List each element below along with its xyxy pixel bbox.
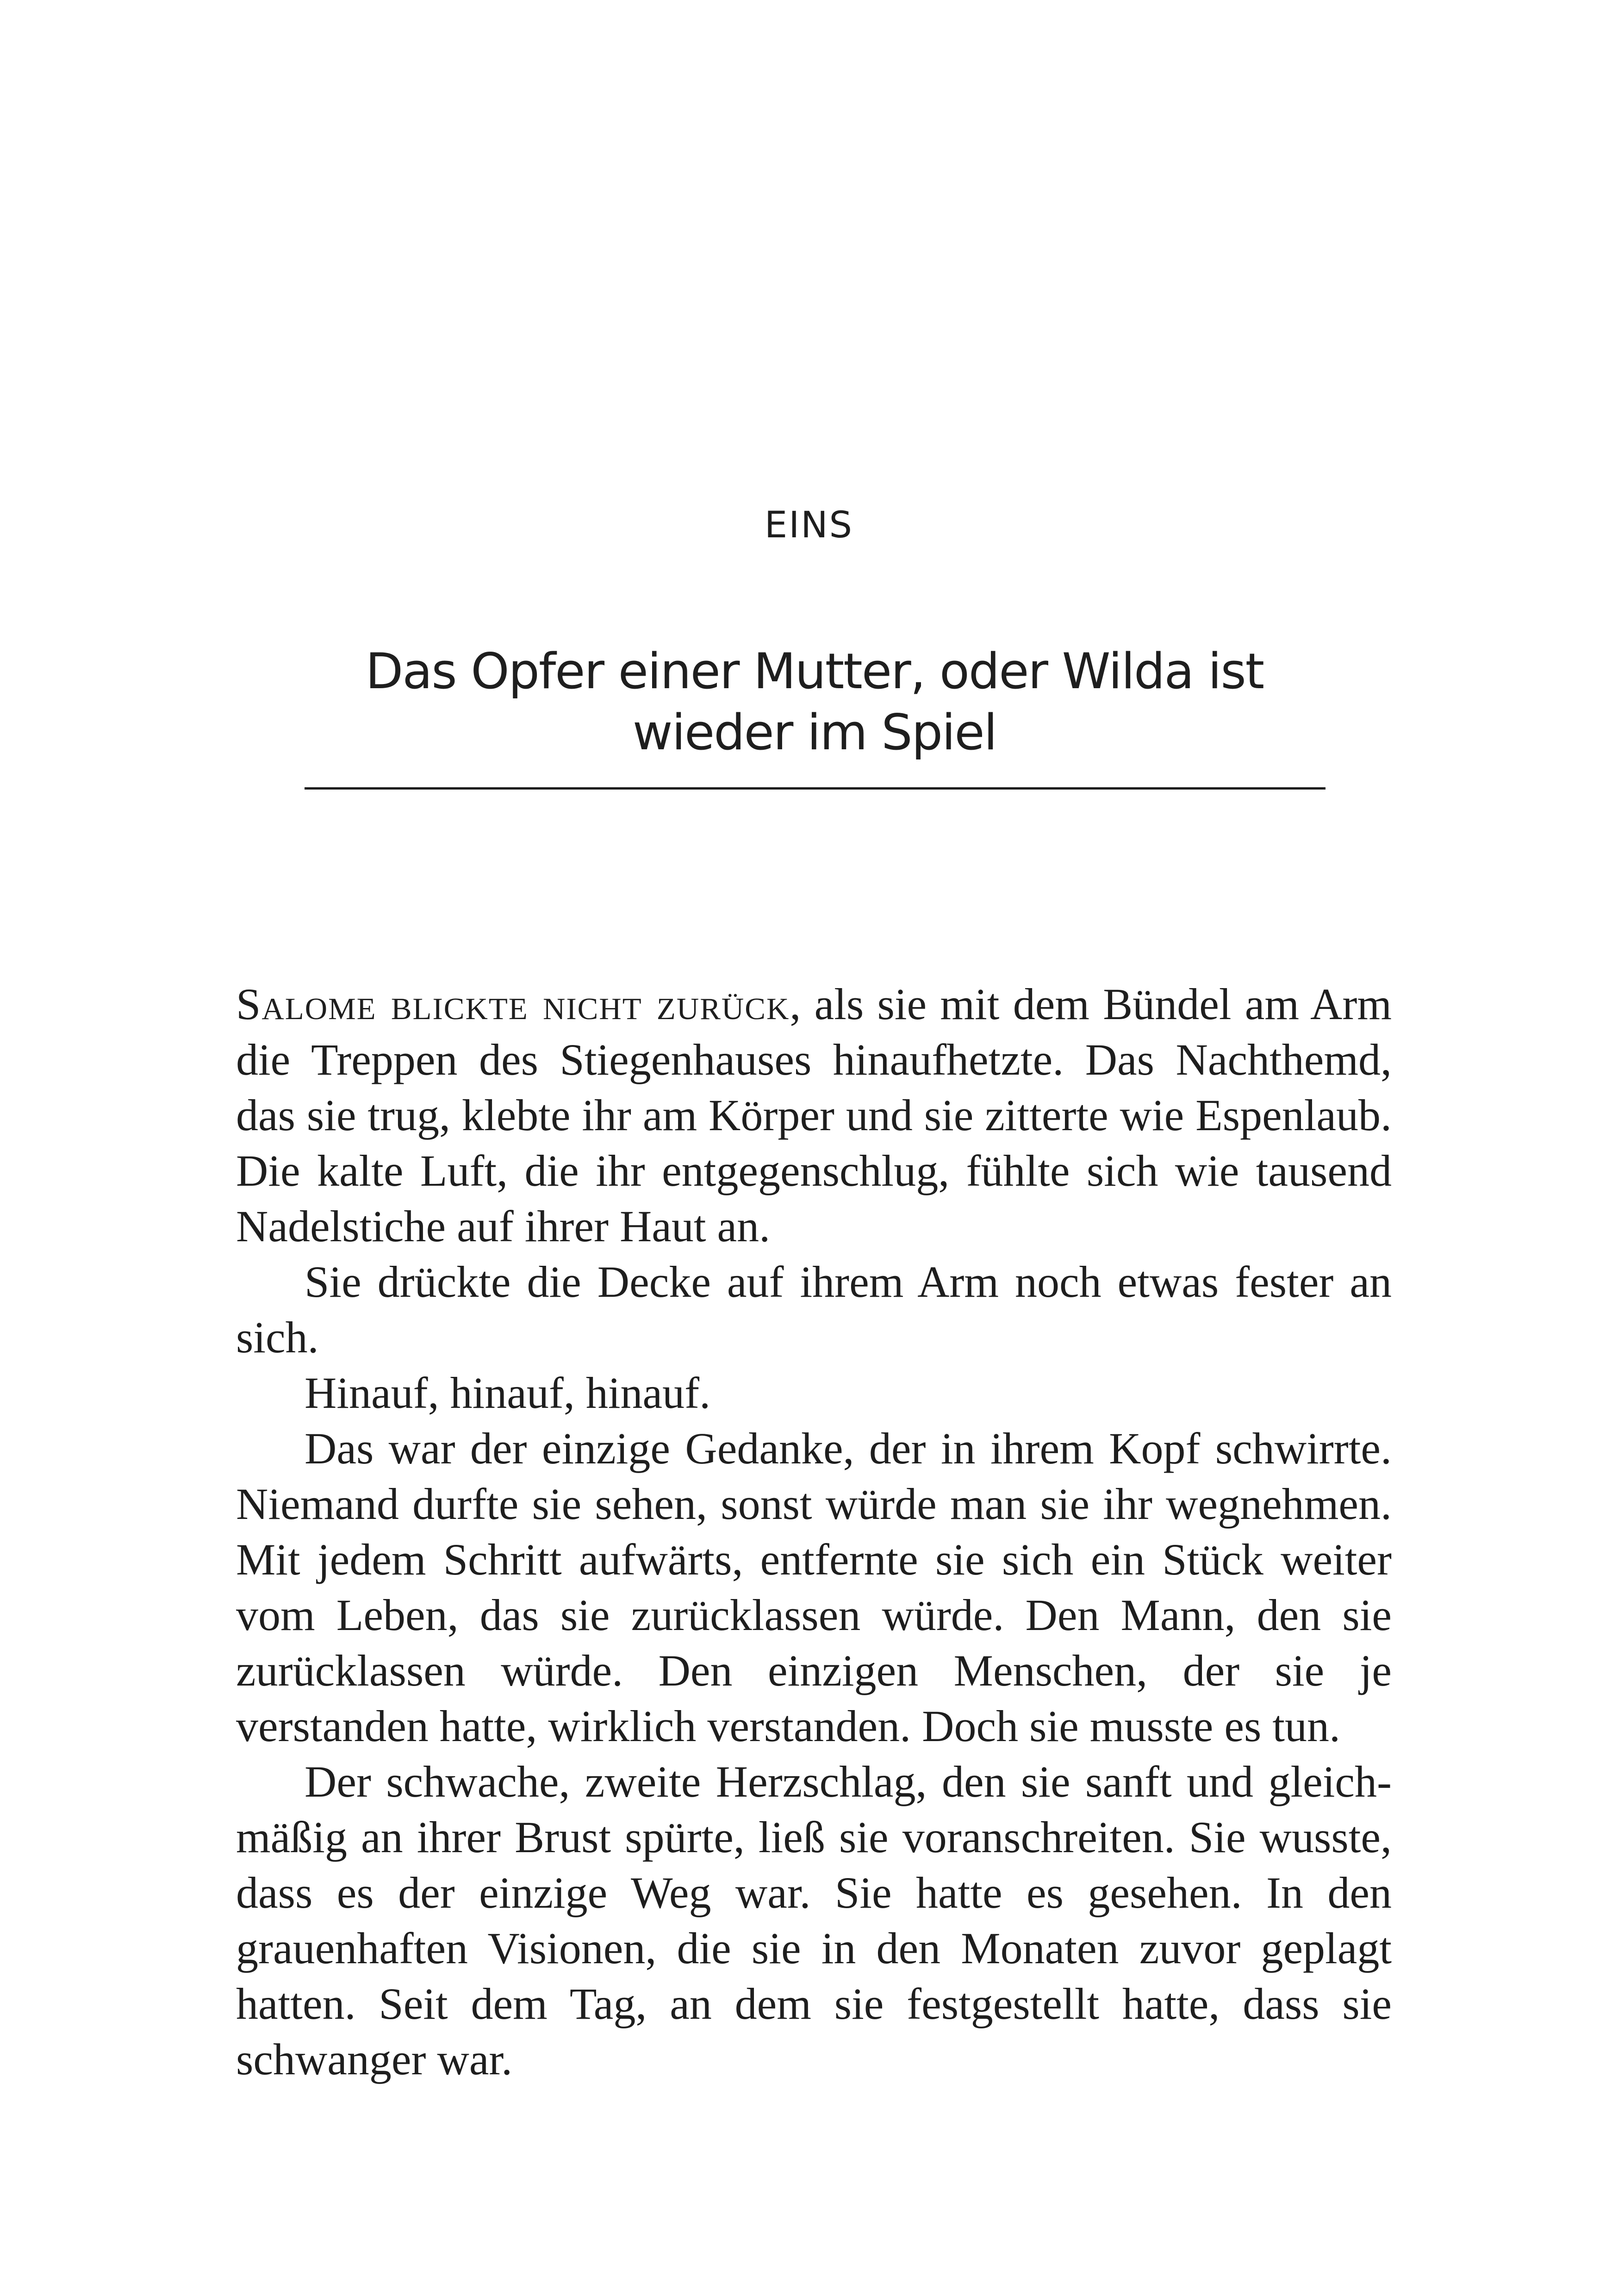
chapter-title-line-1: Das Opfer einer Mutter, oder Wilda ist bbox=[365, 643, 1264, 700]
paragraph-1 bbox=[236, 977, 1392, 1254]
chapter-title-line-2: wieder im Spiel bbox=[632, 704, 997, 761]
paragraph-1-lead-in: Salome blickte nicht zurück bbox=[236, 979, 790, 1029]
chapter-title bbox=[305, 641, 1324, 763]
chapter-number: EINS bbox=[764, 504, 854, 546]
paragraph-4: Das war der einzige Gedanke, der in ihrem Kopf schwirrte. Niemand durfte sie sehen, sonst würde man sie ihr wegnehmen. Mit jedem Schritt aufwärts, entfernte sie sich ein Stück weiter vom Leben, das sie zurücklassen würde. Den Mann, den sie zurücklassen würde. Den einzigen Menschen, der sie je verstanden hatte, wirklich verstanden. Doch sie musste es tun. bbox=[236, 1424, 1392, 1751]
paragraph-1-text: , als sie mit dem Bündel am Arm die Treppen des Stiegenhauses hinaufhetzte. Das Nachthemd, das sie trug, klebte ihr am Körper und sie zitterte wie Espenlaub. Die kalte Luft, die ihr entgegenschlug, fühlte sich wie tausend Nadelstiche auf ihrer Haut an. bbox=[236, 979, 1392, 1251]
paragraph-2: Sie drückte die Decke auf ihrem Arm noch etwas fester an sich. bbox=[236, 1257, 1392, 1362]
paragraph-5: Der schwache, zweite Herzschlag, den sie sanft und gleichmäßig an ihrer Brust spürte, ließ sie voranschreiten. Sie wusste, dass es der einzige Weg war. Sie hatte es gesehen. In den grauenhaften Visionen, die sie in den Monaten zuvor geplagt hatten. Seit dem Tag, an dem sie festgestellt hatte, dass sie schwanger war. bbox=[236, 1757, 1392, 2084]
title-divider bbox=[305, 787, 1326, 790]
paragraph-3: Hinauf, hinauf, hinauf. bbox=[305, 1368, 711, 1418]
chapter-body bbox=[236, 977, 1392, 2087]
